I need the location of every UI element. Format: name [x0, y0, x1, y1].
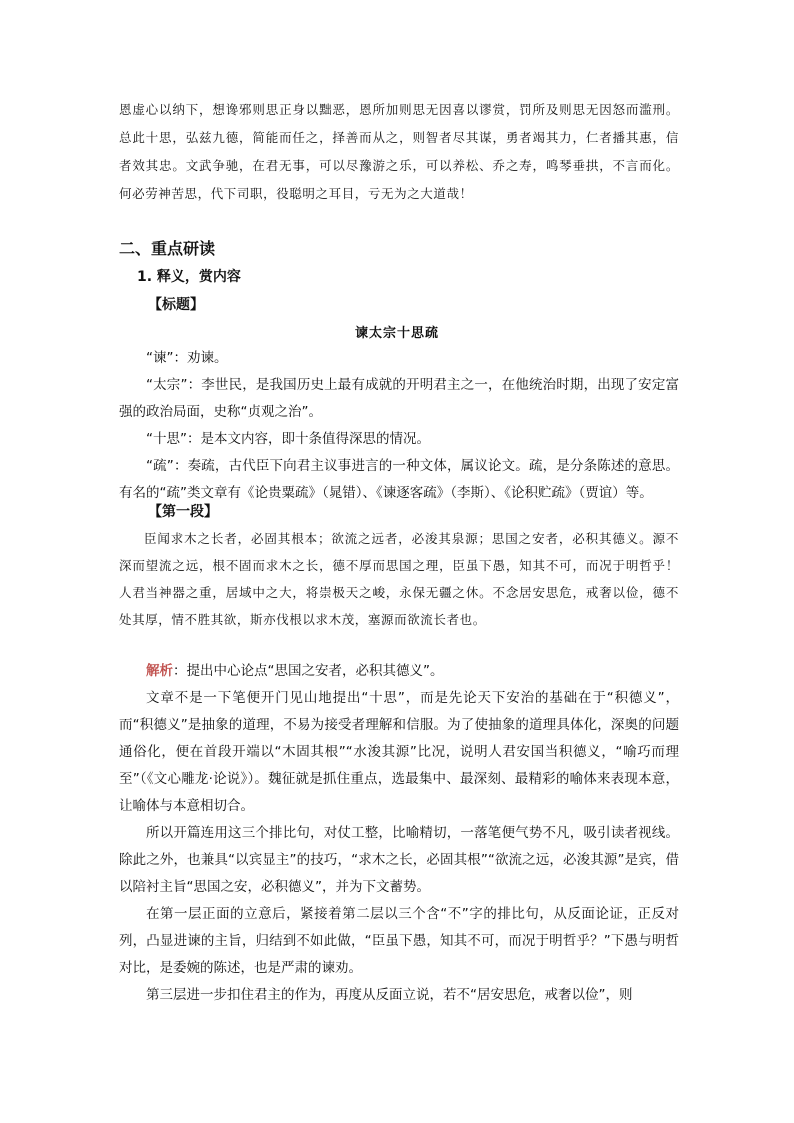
analysis-paragraph: 所以开篇连用这三个排比句，对仗工整，比喻精切，一落笔便气势不凡，吸引读者视线。除此之外，也兼具“以宾显主”的技巧，“求木之长，必固其根”“欲流之远，必浚其源”是宾，借以陪衬主旨“思国之安，必积德义”，并为下文蓄势。 — [119, 825, 679, 895]
title-notes — [119, 345, 679, 507]
analysis-label: 解析 — [146, 663, 173, 679]
analysis-paragraph: 文章不是一下笔便开门见山地提出“十思”，而是先论天下安治的基础在于“积德义”，而“积德义”是抽象的道理，不易为接受者理解和信服。为了使抽象的道理具体化，深奥的问题通俗化，便在首段开端以“木固其根”“水浚其源”比况，说明人君安国当积德义，“喻巧而理至”（《文心雕龙·论说》）。魏征就是抓住重点，选最集中、最深刻、最精彩的喻体来表现本意，让喻体与本意相切合。 — [119, 690, 679, 814]
note-jian: “谏”：劝谏。 — [146, 350, 228, 366]
classic-title: 谏太宗十思疏 — [354, 326, 439, 341]
paragraph-one-text-block — [119, 525, 679, 633]
intro-classical-passage — [119, 96, 679, 208]
note-taizong: “太宗”：李世民，是我国历史上最有成就的开明君主之一，在他统治时期，出现了安定富强的政治局面，史称“贞观之治”。 — [119, 377, 679, 420]
note-shu: “疏”：奏疏，古代臣下向君主议事进言的一种文体，属议论文。疏，是分条陈述的意思。有名的“疏”类文章有《论贵粟疏》（晁错）、《谏逐客疏》（李斯）、《论积贮疏》（贾谊）等。 — [119, 458, 679, 501]
paragraph-one-text: 臣闻求木之长者，必固其根本；欲流之远者，必浚其泉源；思国之安者，必积其德义。源不深而望流之远，根不固而求木之长，德不厚而思国之理，臣虽下愚，知其不可，而况于明哲乎！人君当神器之重，居域中之大，将崇极天之峻，永保无疆之休。不念居安思危，戒奢以俭，德不处其厚，情不胜其欲，斯亦伐根以求木茂，塞源而欲流长者也。 — [119, 531, 679, 627]
section-heading: 二、重点研读 — [119, 239, 216, 258]
analysis-block — [119, 658, 679, 1009]
title-label: 【标题】 — [148, 297, 204, 313]
analysis-intro — [119, 658, 679, 685]
paragraph-one-label: 【第一段】 — [148, 504, 218, 520]
analysis-paragraph: 在第一层正面的立意后，紧接着第二层以三个含“不”字的排比句，从反面论证，正反对列，凸显进谏的主旨，归结到不如此做，“臣虽下愚，知其不可，而况于明哲乎？”下愚与明哲对比，是委婉的陈述，也是严肃的谏劝。 — [119, 906, 679, 976]
analysis-first-line: ：提出中心论点“思国之安者，必积其德义”。 — [173, 663, 444, 679]
note-shisi: “十思”：是本文内容，即十条值得深思的情况。 — [146, 431, 430, 447]
analysis-paragraph: 第三层进一步扣住君主的作为，再度从反面立说，若不“居安思危，戒奢以俭”，则 — [146, 987, 633, 1003]
subsection-heading: 1. 释义，赏内容 — [137, 269, 241, 285]
intro-text: 恩虚心以纳下，想谗邪则思正身以黜恶，恩所加则思无因喜以谬赏，罚所及则思无因怒而滥刑。总此十思，弘兹九德，简能而任之，择善而从之，则智者尽其谋，勇者竭其力，仁者播其惠，信者效其忠。文武争驰，在君无事，可以尽豫游之乐，可以养松、乔之寿，鸣琴垂拱，不言而化。何必劳神苦思，代下司职，役聪明之耳目，亏无为之大道哉！ — [119, 102, 679, 201]
